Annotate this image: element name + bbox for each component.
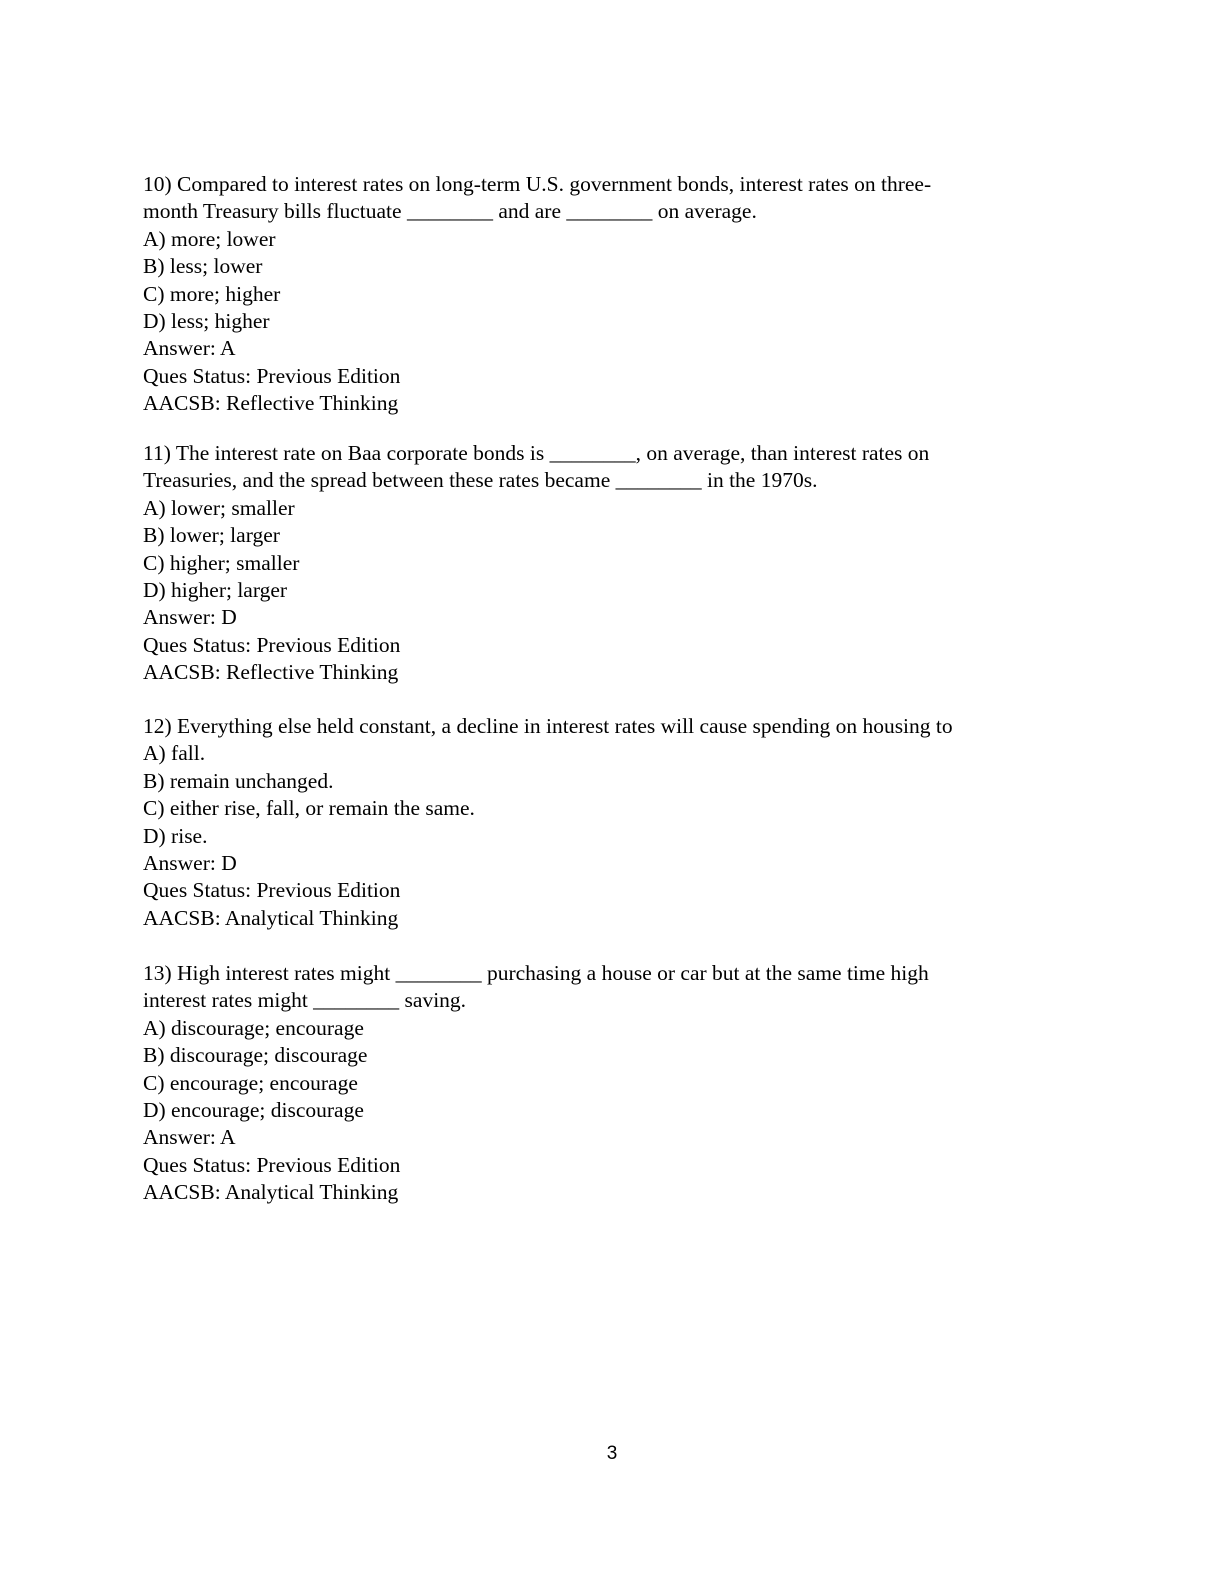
question-stem-line: 10) Compared to interest rates on long-term U.S. government bonds, interest rates on three- [143, 172, 932, 196]
question-stem-line: 11) The interest rate on Baa corporate bonds is ________, on average, than interest rates on [143, 441, 930, 465]
question-11 [143, 440, 1063, 687]
question-stem-line: Treasuries, and the spread between these rates became ________ in the 1970s. [143, 468, 818, 493]
ques-status: Ques Status: Previous Edition [143, 632, 401, 657]
answer: Answer: D [143, 851, 237, 876]
option-b: B) remain unchanged. [143, 768, 334, 793]
question-stem-line: month Treasury bills fluctuate ________ and are ________ on average. [143, 199, 757, 224]
question-stem-line: interest rates might ________ saving. [143, 988, 467, 1013]
option-b: B) discourage; discourage [143, 1043, 368, 1068]
option-c: C) either rise, fall, or remain the same. [143, 796, 475, 821]
option-a: A) lower; smaller [143, 495, 295, 520]
question-12 [143, 713, 1063, 932]
aacsb: AACSB: Reflective Thinking [143, 391, 399, 416]
answer: Answer: A [143, 336, 236, 361]
option-d: D) higher; larger [143, 578, 288, 603]
question-stem-line: 12) Everything else held constant, a decline in interest rates will cause spending on housing to [143, 714, 953, 738]
option-c: C) more; higher [143, 281, 281, 306]
aacsb: AACSB: Analytical Thinking [143, 1180, 399, 1205]
option-d: D) less; higher [143, 309, 270, 334]
answer: Answer: A [143, 1125, 236, 1150]
option-a: A) discourage; encourage [143, 1015, 364, 1040]
option-d: D) encourage; discourage [143, 1098, 364, 1123]
ques-status: Ques Status: Previous Edition [143, 363, 401, 388]
option-a: A) fall. [143, 741, 206, 766]
option-a: A) more; lower [143, 226, 276, 251]
option-b: B) lower; larger [143, 523, 280, 548]
option-d: D) rise. [143, 823, 208, 848]
option-b: B) less; lower [143, 254, 263, 279]
aacsb: AACSB: Reflective Thinking [143, 660, 399, 685]
option-c: C) encourage; encourage [143, 1070, 358, 1095]
option-c: C) higher; smaller [143, 550, 300, 575]
question-13 [143, 960, 1063, 1207]
ques-status: Ques Status: Previous Edition [143, 1152, 401, 1177]
aacsb: AACSB: Analytical Thinking [143, 905, 399, 930]
ques-status: Ques Status: Previous Edition [143, 878, 401, 903]
page-number: 3 [606, 1443, 618, 1464]
question-stem-line: 13) High interest rates might ________ purchasing a house or car but at the same time high [143, 961, 929, 985]
question-10 [143, 171, 1063, 418]
answer: Answer: D [143, 605, 237, 630]
